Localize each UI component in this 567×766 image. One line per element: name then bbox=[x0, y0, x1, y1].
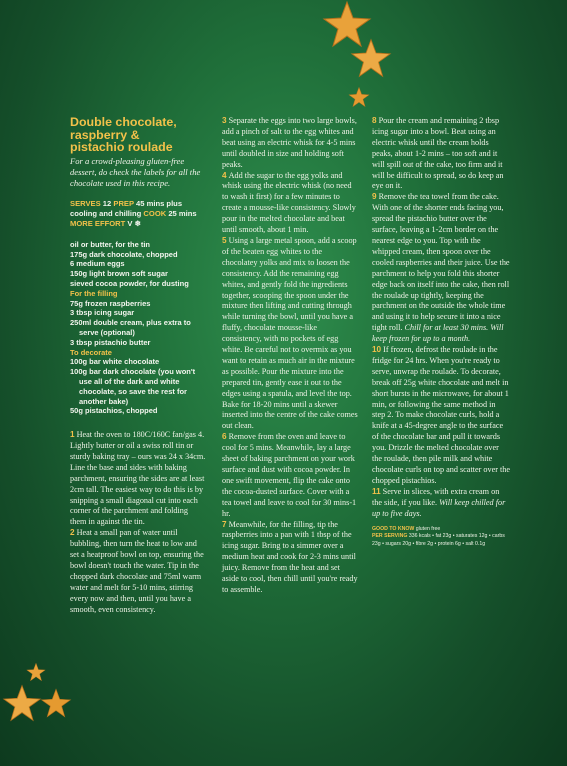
step-number: 3 bbox=[222, 116, 227, 125]
ingredient-item: oil or butter, for the tin bbox=[70, 239, 150, 249]
method-step bbox=[222, 520, 358, 596]
method-step bbox=[372, 116, 510, 192]
prep-label: PREP bbox=[113, 198, 134, 208]
prep-value: 45 mins plus cooling and chilling bbox=[70, 198, 183, 218]
ingredient-item: 100g bar white chocolate bbox=[70, 357, 160, 367]
step-text: Meanwhile, for the filling, tip the raspberries into a pan with 1 tbsp of the icing sugar. Bring to a simmer over a medium heat and cook for 2-3 mins until juicy. Remove from the heat and set aside to cool, then chill until you're ready to assemble. bbox=[222, 519, 358, 594]
step-text: If frozen, defrost the roulade in the fridge for 24 hrs. When you're ready to serve, unwrap the roulade. To decorate, break off 25g white chocolate and melt in short bursts in the microwave, for about 1 min, or following the same method in step 2. To make chocolate curls, hold a knife at a 45-degree angle to the surface of the chocolate bar and pull it towards you. Drizzle the melted chocolate over the roulade, then pile milk and white chocolate curls on top and scatter over the chopped pistachios. bbox=[372, 345, 510, 485]
cook-value: 25 mins bbox=[168, 208, 197, 218]
star-decoration-icon bbox=[2, 684, 42, 722]
method-step bbox=[222, 432, 358, 519]
ingredient-item: 250ml double cream, plus extra to serve (optional) bbox=[70, 318, 191, 337]
recipe-column-1 bbox=[70, 116, 206, 616]
method-step bbox=[222, 116, 358, 171]
step-number: 1 bbox=[70, 430, 75, 440]
method-step bbox=[222, 171, 358, 236]
recipe-meta bbox=[70, 199, 206, 229]
ingredients-list bbox=[70, 240, 206, 416]
step-text: Heat the oven to 180C/160C fan/gas 4. Lightly butter or oil a swiss roll tin or sturdy baking tray – ours was 24 x 34cm. Line the base and sides with baking parchment, ensuring the sides are at least 2cm tall. The easiest way to do this is by snipping a small diagonal cut into each corner of the parchment and folding them in against the tin. bbox=[70, 430, 206, 527]
star-decoration-icon bbox=[350, 38, 392, 78]
step-text: Serve in slices, with extra cream on the side, if you like. bbox=[372, 486, 500, 507]
effort-label: MORE EFFORT bbox=[70, 218, 126, 228]
ingredient-section-heading: To decorate bbox=[70, 347, 112, 357]
step-number: 6 bbox=[222, 432, 227, 442]
step-text: Remove the tea towel from the cake. With one of the shorter ends facing you, spread the pistachio butter over the surface, leaving a 1-2cm border on the nearest edge to you. Top with the whipped cream, then spoon over the cooled raspberries and their juice. Use the parchment to help you fold this shorter edge back on itself into the cake, then roll the roulade up tightly, keeping the parchment on the outside the whole time and using it to help secure it into a nice tight roll. bbox=[372, 192, 510, 333]
star-decoration-icon bbox=[26, 662, 46, 682]
step-text: Separate the eggs into two large bowls, add a pinch of salt to the egg whites and beat using an electric whisk for 4-5 mins until doubled in size and holding soft peaks. bbox=[222, 116, 357, 169]
step-note: Chill for at least 30 mins. Will keep frozen for up to a month. bbox=[372, 323, 504, 344]
diet-badges: V ❄ bbox=[127, 218, 141, 228]
ingredient-item: 3 tbsp pistachio butter bbox=[70, 337, 151, 347]
step-number: 10 bbox=[372, 345, 382, 355]
per-serving-value: 336 kcals • fat 23g • saturates 12g • carbs 23g • sugars 20g • fibre 2g • protein 6g • salt 0.1g bbox=[372, 533, 505, 547]
step-number: 7 bbox=[222, 519, 227, 529]
cook-label: COOK bbox=[143, 208, 167, 218]
ingredient-item: sieved cocoa powder, for dusting bbox=[70, 278, 189, 288]
method-step bbox=[372, 192, 510, 345]
step-number: 11 bbox=[372, 486, 381, 496]
ingredient-item: 150g light brown soft sugar bbox=[70, 269, 168, 279]
star-decoration-icon bbox=[40, 688, 72, 718]
method-step bbox=[70, 430, 206, 528]
step-number: 4 bbox=[222, 170, 227, 180]
step-text: Using a large metal spoon, add a scoop of the beaten egg whites to the chocolatey yolks and mix to loosen the consistency. Add the remaining egg whites, and gently fold the ingredients together, scooping the spoon under the mixture then lifting and cutting through while turning the bowl, until you have a fluffy, chocolate mousse-like consistency, with no pockets of egg white. Be careful not to overmix as you want to retain as much air in the mixture as possible. Pour the mixture into the prepared tin, gently ease it out to the edges using a spatula, and level the top. Bake for 18-20 mins until a skewer inserted into the centre of the cake comes out clean. bbox=[222, 235, 358, 431]
step-text: Heat a small pan of water until bubbling, then turn the heat to low and set a heatproof bowl on top, ensuring the bowl doesn't touch the water. Tip in the chopped dark chocolate and 75ml warm water and melt for 5-10 mins, stirring every now and then, until you have a smooth, even consistency. bbox=[70, 528, 204, 614]
method-part-1 bbox=[70, 430, 206, 615]
good-to-know-value: gluten free bbox=[415, 525, 441, 532]
step-text: Remove from the oven and leave to cool for 5 mins. Meanwhile, lay a large sheet of baking parchment on your work surface and dust with cocoa powder. In one swift movement, flip the cake onto the cocoa-dusted surface. Cover with a tea towel and leave to cool for 30 mins-1 hr. bbox=[222, 432, 357, 518]
recipe-column-3 bbox=[372, 116, 510, 548]
method-part-3 bbox=[372, 116, 510, 520]
method-step bbox=[372, 345, 510, 487]
ingredient-item: 175g dark chocolate, chopped bbox=[70, 249, 178, 259]
step-number: 2 bbox=[70, 528, 75, 538]
serves-label: SERVES bbox=[70, 198, 101, 208]
ingredient-item: 50g pistachios, chopped bbox=[70, 406, 158, 416]
ingredient-item: 75g frozen raspberries bbox=[70, 298, 151, 308]
good-to-know-label: GOOD TO KNOW bbox=[372, 525, 415, 532]
ingredient-item: 3 tbsp icing sugar bbox=[70, 308, 135, 318]
per-serving-label: PER SERVING bbox=[372, 533, 408, 540]
star-decoration-icon bbox=[348, 86, 370, 108]
ingredient-section-heading: For the filling bbox=[70, 288, 118, 298]
step-number: 8 bbox=[372, 116, 377, 125]
nutrition-footer bbox=[372, 526, 510, 549]
ingredient-item: 100g bar dark chocolate (you won't use all of the dark and white chocolate, so save the rest for another bake) bbox=[70, 367, 196, 406]
step-number: 5 bbox=[222, 235, 227, 245]
recipe-intro: For a crowd-pleasing gluten-free dessert, do check the labels for all the chocolate used in this recipe. bbox=[70, 155, 201, 188]
step-text: Pour the cream and remaining 2 tbsp icing sugar into a bowl. Beat using an electric whisk until the cream holds peaks, about 1-2 mins – too soft and it will spill out of the cake, too firm and it will be difficult to spread, so do keep an eye on it. bbox=[372, 116, 504, 191]
method-step bbox=[70, 528, 206, 615]
method-step bbox=[222, 236, 358, 432]
recipe-column-2 bbox=[222, 116, 358, 596]
step-number: 9 bbox=[372, 192, 377, 202]
ingredient-item: 6 medium eggs bbox=[70, 259, 125, 269]
serves-value: 12 bbox=[102, 198, 112, 208]
recipe-title: Double chocolate, raspberry & pistachio roulade bbox=[70, 115, 177, 155]
step-note: Will keep chilled for up to five days. bbox=[372, 497, 506, 518]
method-step bbox=[372, 487, 510, 520]
step-text: Add the sugar to the egg yolks and whisk using the electric whisk (no need to wash it first) for a few minutes to create a mousse-like consistency. Slowly pour in the melted chocolate and beat until smooth, about 1 min. bbox=[222, 170, 356, 235]
